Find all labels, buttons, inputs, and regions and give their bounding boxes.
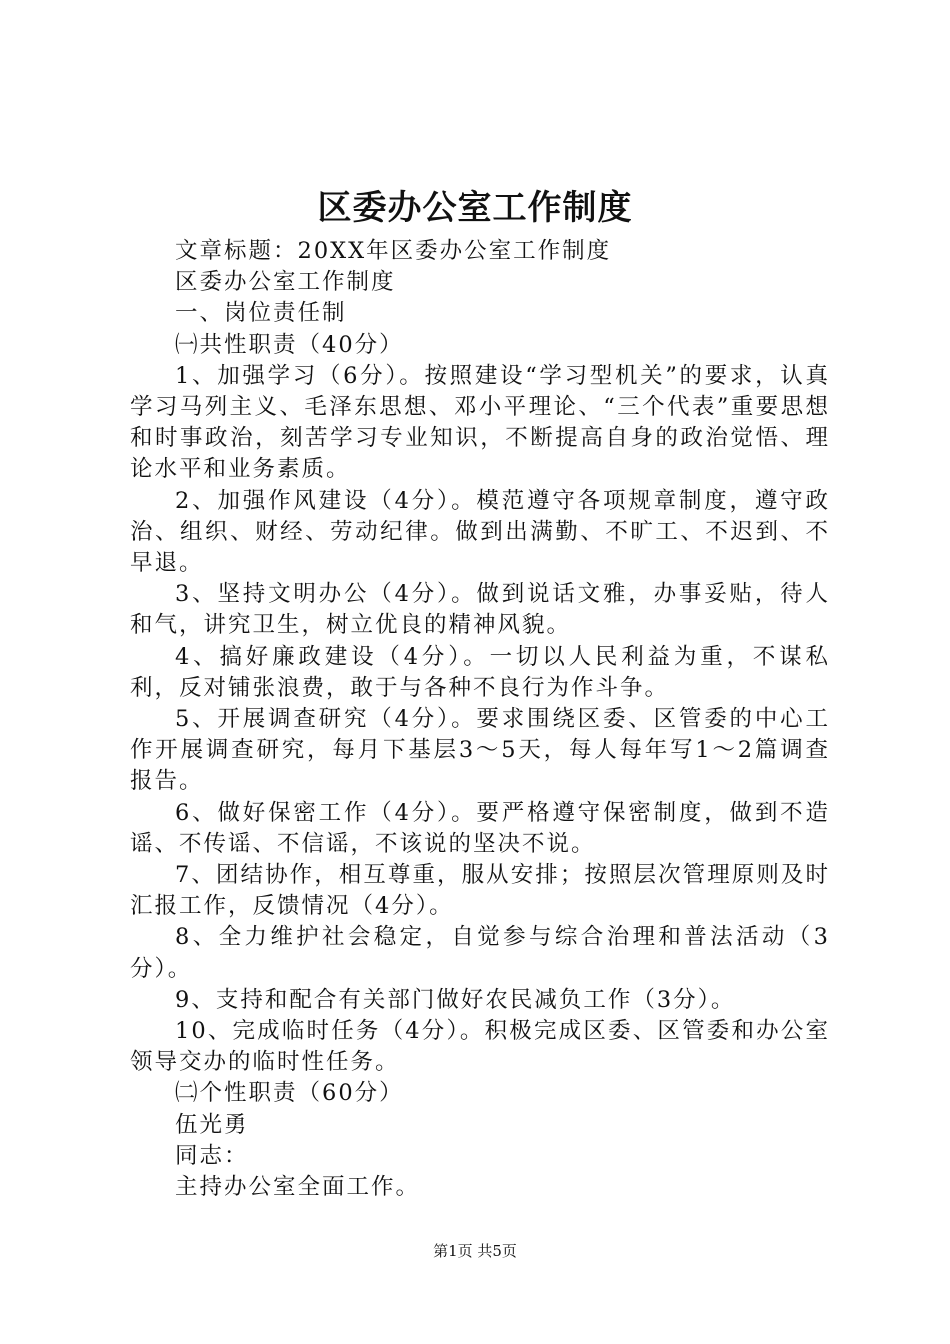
duty-item-4: 4、搞好廉政建设（4分）。一切以人民利益为重，不谋私利，反对铺张浪费，敢于与各种不良行为作斗争。: [130, 643, 830, 701]
duty-item-3: 3、坚持文明办公（4分）。做到说话文雅，办事妥贴，待人和气，讲究卫生，树立优良的精神风貌。: [130, 581, 830, 639]
person-name: 伍光勇: [175, 1111, 249, 1138]
duty-item-7: 7、团结协作，相互尊重，服从安排；按照层次管理原则及时汇报工作，反馈情况（4分）。: [130, 862, 830, 920]
duty-item-10: 10、完成临时任务（4分）。积极完成区委、区管委和办公室领导交办的临时性任务。: [130, 1018, 830, 1076]
duty-item-9: 9、支持和配合有关部门做好农民减负工作（3分）。: [175, 986, 736, 1013]
person-duty: 主持办公室全面工作。: [175, 1174, 421, 1201]
duty-item-1: 1、加强学习（6分）。按照建设“学习型机关”的要求，认真学习马列主义、毛泽东思想、邓小平理论、“三个代表”重要思想和时事政治，刻苦学习专业知识，不断提高自身的政治觉悟、理论水平和业务素质。: [130, 362, 830, 483]
paragraph-subtitle: 区委办公室工作制度: [175, 269, 396, 296]
person-title: 同志：: [175, 1142, 249, 1169]
document-body: [130, 236, 830, 1203]
duty-item-5: 5、开展调查研究（4分）。要求围绕区委、区管委的中心工作开展调查研究，每月下基层3～5天，每人每年写1～2篇调查报告。: [130, 706, 830, 795]
page-footer: 第1页 共5页: [433, 1242, 517, 1260]
document-title: 区委办公室工作制度: [317, 188, 633, 228]
paragraph-article-title: 文章标题：20XX年区委办公室工作制度: [175, 238, 612, 264]
section-heading: 一、岗位责任制: [175, 300, 347, 327]
duty-item-6: 6、做好保密工作（4分）。要严格遵守保密制度，做到不造谣、不传谣、不信谣，不该说的坚决不说。: [130, 799, 830, 857]
duty-item-8: 8、全力维护社会稳定，自觉参与综合治理和普法活动（3分）。: [130, 924, 830, 982]
subsection-heading-common-duties: ㈠共性职责（40分）: [175, 331, 404, 358]
duty-item-2: 2、加强作风建设（4分）。模范遵守各项规章制度，遵守政治、组织、财经、劳动纪律。做到出满勤、不旷工、不迟到、不早退。: [130, 487, 830, 577]
subsection-heading-individual-duties: ㈡个性职责（60分）: [175, 1080, 404, 1107]
